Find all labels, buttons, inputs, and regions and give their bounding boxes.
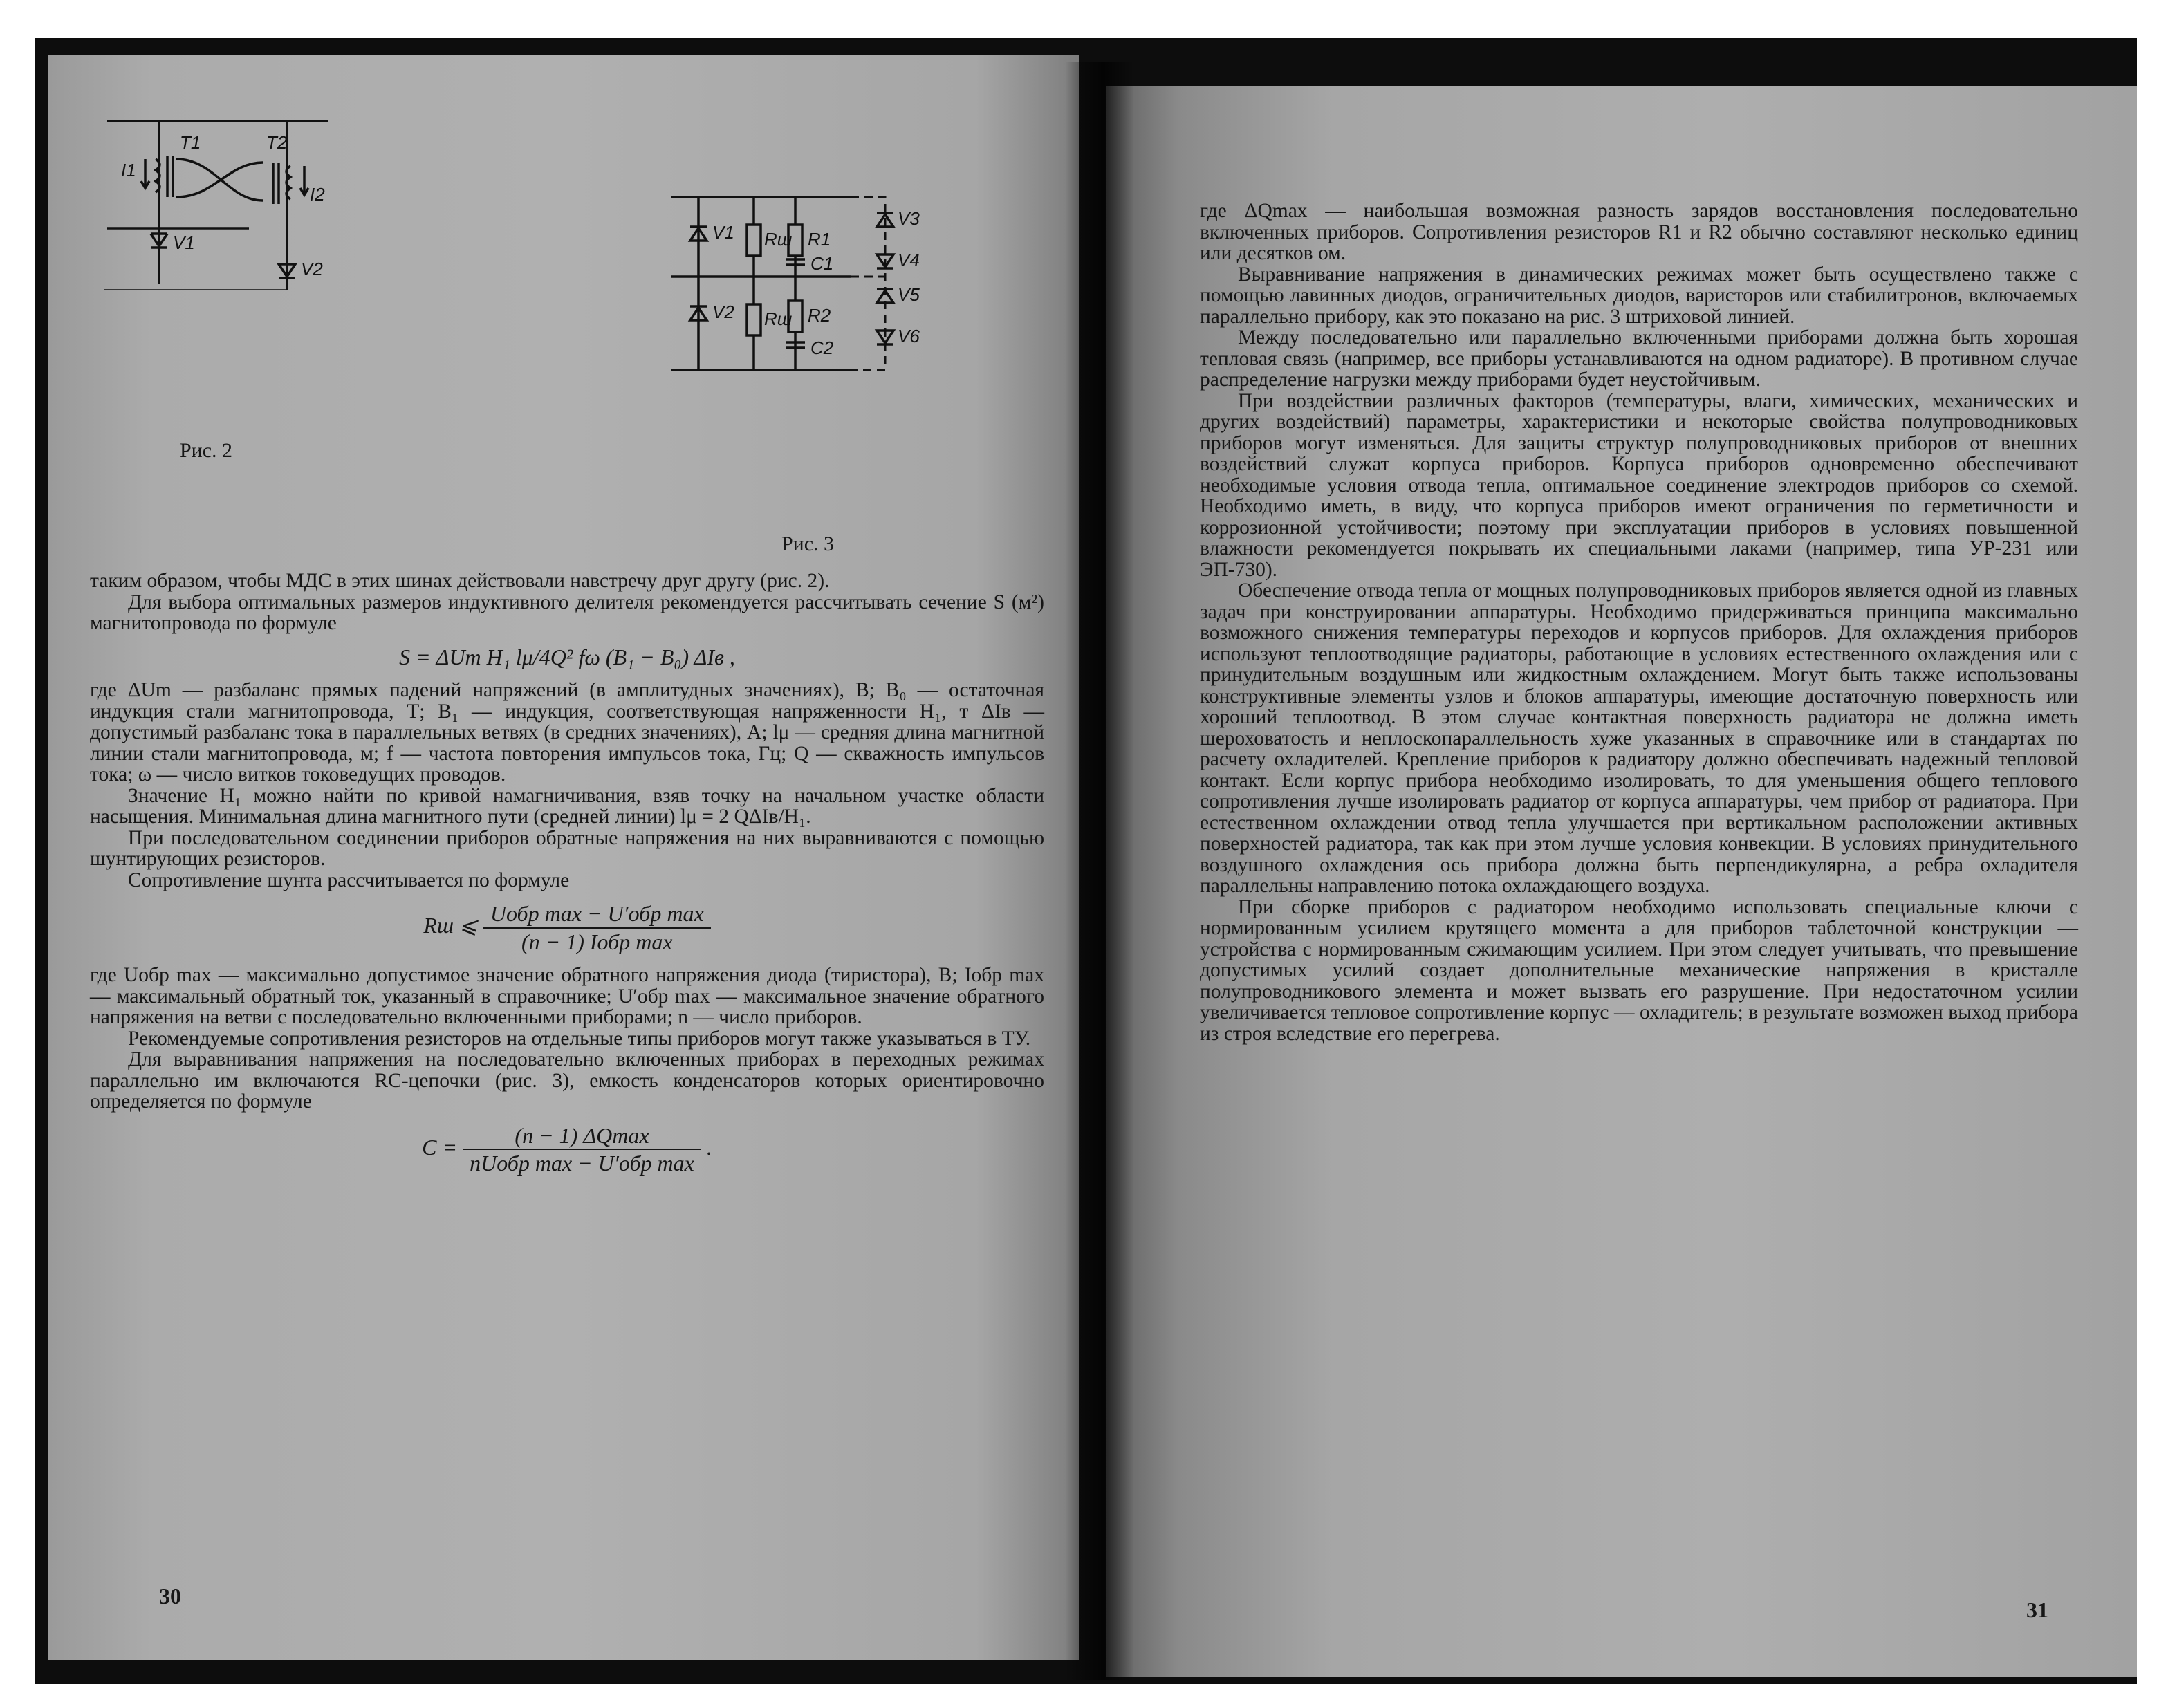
fig3-label-r2: R2 xyxy=(808,305,831,326)
figure-2-circuit xyxy=(90,83,588,290)
fig2-label-i1: I1 xyxy=(121,160,136,180)
fig2-label-i2: I2 xyxy=(310,184,325,205)
left-paragraph-4: Значение H₁ можно найти по кривой намагничивания, взяв точку на начальном участке области насыщения. Минимальная длина магнитного пути (средней линии) lμ = 2 QΔIв/H₁. xyxy=(90,784,1044,828)
formula-capacitance xyxy=(90,1122,1044,1176)
fig3-label-v6: V6 xyxy=(898,326,920,346)
right-page xyxy=(1106,86,2137,1677)
formula-shunt-resistance xyxy=(90,903,1044,952)
formula-c-tail: . xyxy=(706,1134,712,1160)
left-paragraph-5: При последовательном соединении приборов обратные напряжения на них выравниваются с помощью шунтирующих резисторов. xyxy=(90,826,1044,870)
right-paragraph-3: Между последовательно или параллельно включенными приборами должна быть хорошая тепловая связь (например, все приборы устанавливаются на одном радиаторе). В противном случае распределение нагрузки между приборами будет неустойчивым. xyxy=(1200,326,2078,391)
formula-r-fraction xyxy=(483,903,711,952)
formula-section-area: S = ΔUm H₁ lμ/4Q² fω (B₁ − B₀) ΔIв , xyxy=(399,644,735,669)
fig2-label-v1: V1 xyxy=(173,232,195,253)
formula-r-lhs: Rш ⩽ xyxy=(423,912,478,938)
left-page-body xyxy=(90,570,1044,1187)
fig3-label-v3: V3 xyxy=(898,208,920,229)
fig3-label-c2: C2 xyxy=(810,337,834,358)
left-paragraph-1: таким образом, чтобы МДС в этих шинах действовали навстречу друг другу (рис. 2). xyxy=(90,570,830,592)
right-page-number: 31 xyxy=(2026,1597,2048,1622)
right-paragraph-4: При воздействии различных факторов (температуры, влаги, химических, механических и других воздействий) параметры, характеристики и некоторые свойства полупроводниковых приборов могут изменяться. Для защиты структур полупроводниковых приборов от внешних воздействий служат корпуса приборов. Корпуса приборов одновременно обеспечивают необходимые условия отвода тепла, оптимальное соединение электродов приборов со схемой. Необходимо иметь, в виду, что корпуса приборов имеют ограничения по герметичности и коррозионной устойчивости; поэтому при эксплуатации приборов в условиях повышенной влажности рекомендуется покрывать их специальными лаками (например, типа УР-231 или ЭП-730). xyxy=(1200,389,2078,581)
fig2-label-t2: T2 xyxy=(266,132,288,153)
left-page-number: 30 xyxy=(159,1584,181,1608)
fig3-label-r1: R1 xyxy=(808,229,831,250)
fig2-label-t1: T1 xyxy=(180,132,201,153)
right-paragraph-6: При сборке приборов с радиатором необходимо использовать специальные ключи с нормированным усилием крутящего момента а для приборов таблеточной конструкции — устройства с нормированным сжимающим усилием. При этом следует учитывать, что превышение допустимых усилий создает дополнительные механические напряжения в кристалле полупроводникового элемента и может вызвать его разрушение. При недостаточном усилии увеличивается тепловое сопротивление корпус — охладитель; в результате возможен выход прибора из строя вследствие его перегрева. xyxy=(1200,895,2078,1045)
left-paragraph-9: Для выравнивания напряжения на последовательно включенных приборах в переходных режимах параллельно им включаются RC-цепочки (рис. 3), емкость конденсаторов которых ориентировочно определяется по формуле xyxy=(90,1048,1044,1113)
fig3-label-rsh1: Rш xyxy=(764,229,793,250)
formula-r-numerator: Uобр max − U′обр max xyxy=(483,903,711,929)
fig3-label-v1: V1 xyxy=(712,222,734,243)
fig2-label-v2: V2 xyxy=(301,259,323,279)
gutter-shadow xyxy=(1065,62,1134,1680)
formula-c-denominator: nUобр max − U′обр max xyxy=(470,1151,694,1176)
right-paragraph-5: Обеспечение отвода тепла от мощных полупроводниковых приборов является одной из главных задач при конструировании аппаратуры. Необходимо придерживаться принципа максимально возможного снижения температуры переходов и корпусов приборов. Для охлаждения приборов используют теплоотводящие радиаторы, работающие в условиях естественного охлаждения или с принудительным воздушным или жидкостным охлаждением. Могут быть также использованы конструктивные элементы узлов и блоков аппаратуры, имеющие достаточную поверхность или хороший теплоотвод. В этом случае контактная поверхность радиатора не должна иметь шероховатость и неплоскопараллельность хуже указанных в справочнике или в стандартах по расчету охладителей. Крепление приборов к радиатору должно обеспечивать надежный тепловой контакт. Если корпус прибора необходимо изолировать, то для уменьшения общего теплового сопротивления лучше изолировать радиатор от корпуса аппаратуры, чем прибор от радиатора. При естественном охлаждении отвод тепла улучшается при вертикальном расположении активных поверхностей радиатора, так как при этом лучше условия конвекции. В условиях принудительного воздушного охлаждения ось прибора должна быть перпендикулярна, а ребра охладителя параллельны направлению потока охлаждающего воздуха. xyxy=(1200,579,2078,897)
fig3-label-v4: V4 xyxy=(898,250,920,270)
figure-2-caption: Рис. 2 xyxy=(180,439,233,462)
left-paragraph-7: где Uобр max — максимально допустимое значение обратного напряжения диода (тиристора), В; Iобр max — максимальный обратный ток, указанный в справочнике; U′обр max — максимальное значение обратного напряжения на ветви с последовательно включенными приборами; n — число приборов. xyxy=(90,964,1044,1028)
formula-r-denominator: (n − 1) Iобр max xyxy=(521,929,673,954)
right-paragraph-1: где ΔQmax — наибольшая возможная разность зарядов восстановления последовательно включенных приборов. Сопротивления резисторов R1 и R2 обычно составляют несколько единиц или десятков ом. xyxy=(1200,200,2078,264)
fig3-label-rsh2: Rш xyxy=(764,308,793,329)
formula-c-lhs: C = xyxy=(422,1134,458,1160)
left-paragraph-3: где ΔUm — разбаланс прямых падений напряжений (в амплитудных значениях), В; B₀ — остаточная индукция стали магнитопровода, Т; B₁ — индукция, соответствующая напряженности H₁, т ΔIв — допустимый разбаланс тока в параллельных ветвях (в средних значениях), А; lμ — средняя длина магнитной линии стали магнитопровода, м; f — частота повторения импульсов тока, Гц; Q — скважность импульсов тока; ω — число витков токоведущих проводов. xyxy=(90,679,1044,786)
left-page xyxy=(48,55,1079,1660)
figure-3-caption: Рис. 3 xyxy=(781,532,835,555)
formula-c-numerator: (n − 1) ΔQmax xyxy=(463,1125,701,1151)
left-paragraph-6: Сопротивление шунта рассчитывается по формуле xyxy=(128,869,570,891)
fig3-label-v2: V2 xyxy=(712,301,734,322)
left-paragraph-2: Для выбора оптимальных размеров индуктивного делителя рекомендуется рассчитывать сечение S (м²) магнитопровода по формуле xyxy=(90,591,1044,634)
formula-c-fraction xyxy=(463,1122,701,1176)
fig3-label-v5: V5 xyxy=(898,284,920,305)
left-paragraph-8: Рекомендуемые сопротивления резисторов на отдельные типы приборов могут также указываться в ТУ. xyxy=(128,1027,1031,1050)
fig3-label-c1: C1 xyxy=(810,253,834,274)
figure-3-circuit xyxy=(657,194,934,484)
right-page-body xyxy=(1200,201,2078,1044)
right-paragraph-2: Выравнивание напряжения в динамических режимах может быть осуществлено также с помощью лавинных диодов, ограничительных диодов, варисторов или стабилитронов, включаемых параллельно прибору, как это показано на рис. 3 штриховой линией. xyxy=(1200,263,2078,328)
